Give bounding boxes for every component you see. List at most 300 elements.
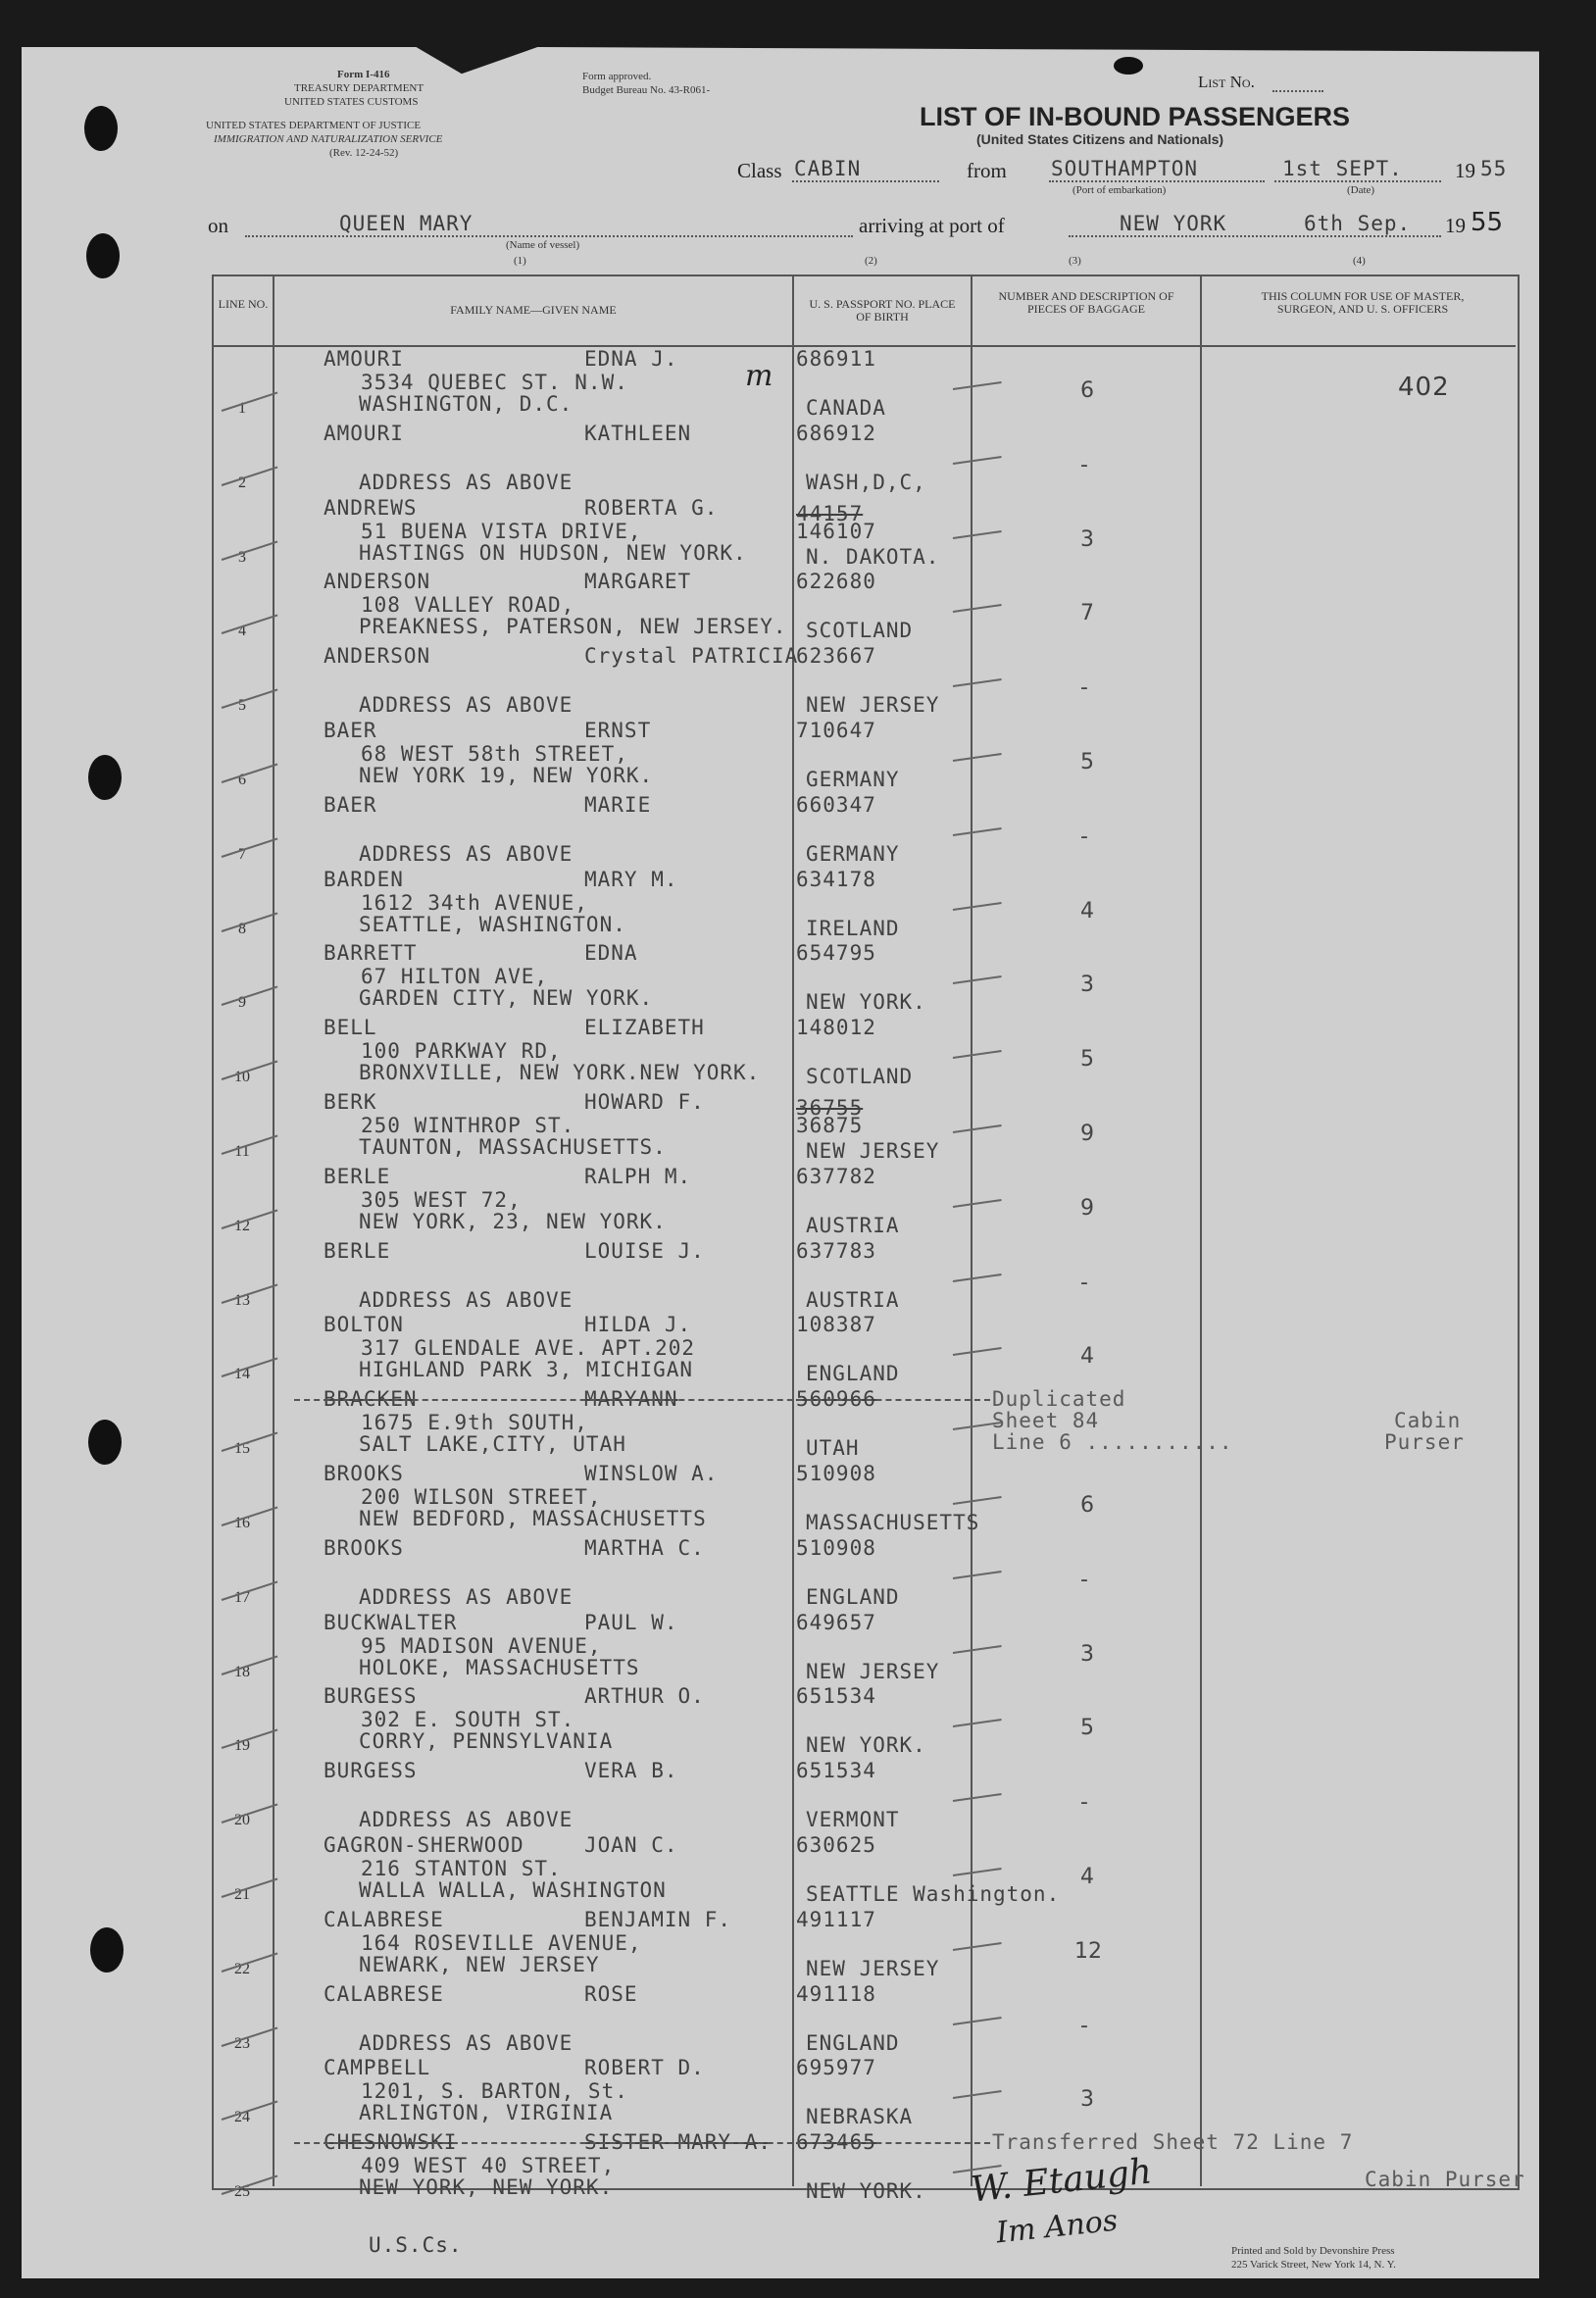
- colnum-2: (2): [865, 255, 877, 267]
- table-row: [212, 1907, 1516, 1984]
- passport-no: 510908: [796, 1462, 876, 1485]
- table-row: [212, 349, 1516, 424]
- line-number: 2: [238, 474, 246, 491]
- transfer-note: Transferred Sheet 72 Line 7: [992, 2130, 1354, 2155]
- header-line-no: LINE NO.: [218, 297, 269, 311]
- given-name: MARTHA C.: [584, 1535, 705, 1560]
- table-row: [212, 1092, 1516, 1167]
- address-line-1: 200 WILSON STREET,: [361, 1485, 602, 1509]
- table-row: [212, 1610, 1516, 1687]
- arrival-date: 6th Sep.: [1304, 212, 1412, 235]
- passport-no: 634178: [796, 867, 876, 891]
- place-of-birth: NEW YORK.: [806, 990, 926, 1015]
- table-row: [212, 1535, 1516, 1613]
- table-row: [212, 572, 1516, 646]
- baggage-tick: [953, 1793, 1002, 1802]
- baggage-tick: [953, 604, 1002, 613]
- given-name: HOWARD F.: [584, 1090, 705, 1114]
- family-name: BAER: [324, 719, 377, 742]
- line-number: 22: [234, 1960, 250, 1977]
- officer-note: 402: [1398, 373, 1450, 402]
- baggage-tick: [953, 1645, 1002, 1654]
- line-number: 16: [234, 1515, 250, 1531]
- baggage-tick: [953, 678, 1002, 687]
- address-line-2: ARLINGTON, VIRGINIA: [359, 2101, 614, 2125]
- punch-hole: [88, 1420, 122, 1465]
- place-of-birth: NEBRASKA: [806, 2105, 914, 2129]
- line-number: 11: [234, 1143, 250, 1160]
- transfer-note-line: Line 6 ...........: [992, 1430, 1233, 1455]
- colnum-4: (4): [1353, 255, 1366, 267]
- printer-line-2: 225 Varick Street, New York 14, N. Y.: [1231, 2259, 1396, 2271]
- baggage-tick: [953, 975, 1002, 984]
- given-name: RALPH M.: [584, 1164, 692, 1188]
- baggage-tick: [953, 1571, 1002, 1579]
- address-line-1: 305 WEST 72,: [361, 1187, 522, 1212]
- passport-no: 560966: [796, 1387, 876, 1412]
- given-name: EDNA: [584, 941, 638, 966]
- port-field[interactable]: [1049, 180, 1265, 182]
- baggage-tick: [953, 2090, 1002, 2099]
- baggage-tick: [953, 1124, 1002, 1133]
- place-of-birth: GERMANY: [806, 841, 900, 866]
- given-name: Crystal PATRICIA: [584, 644, 799, 669]
- address-line-2: ADDRESS AS ABOVE: [359, 470, 574, 494]
- table-row: [212, 1018, 1516, 1092]
- family-name: CHESNOWSKI: [324, 2130, 458, 2155]
- address-line-1: 1675 E.9th SOUTH,: [361, 1411, 588, 1435]
- family-name: ANDERSON: [324, 644, 431, 669]
- baggage-tick: [953, 1347, 1002, 1356]
- form-revision: (Rev. 12-24-52): [329, 147, 399, 159]
- address-line-2: ADDRESS AS ABOVE: [359, 693, 574, 718]
- given-name: ELIZABETH: [584, 1016, 705, 1040]
- passport-no: 637783: [796, 1238, 876, 1263]
- table-row: [212, 792, 1516, 870]
- family-name: BRACKEN: [324, 1387, 418, 1412]
- line-number: 18: [234, 1663, 250, 1680]
- address-line-2: WALLA WALLA, WASHINGTON: [359, 1878, 667, 1902]
- list-no-field[interactable]: [1272, 90, 1323, 92]
- place-of-birth: NEW YORK.: [806, 1733, 926, 1758]
- address-line-2: ADDRESS AS ABOVE: [359, 2030, 574, 2055]
- baggage-count: 5: [1080, 750, 1094, 774]
- given-name: BENJAMIN F.: [584, 1907, 732, 1931]
- footer-uscs: U.S.Cs.: [369, 2233, 463, 2257]
- baggage-count: -: [1080, 1270, 1088, 1295]
- place-of-birth: NEW JERSEY: [806, 1659, 940, 1683]
- baggage-tick: [953, 1274, 1002, 1282]
- form-title: LIST OF IN-BOUND PASSENGERS: [920, 102, 1351, 131]
- vessel-colnum: (1): [514, 255, 526, 267]
- place-of-birth: SEATTLE Washington.: [806, 1882, 1061, 1906]
- line-number: 9: [238, 994, 246, 1012]
- baggage-tick: [953, 2017, 1002, 2025]
- baggage-count: 12: [1074, 1938, 1102, 1964]
- address-line-1: 1201, S. BARTON, St.: [361, 2079, 628, 2104]
- line-number: 13: [234, 1291, 250, 1309]
- punch-hole: [86, 233, 120, 278]
- baggage-tick: [953, 1942, 1002, 1951]
- address-line-1: 317 GLENDALE AVE. APT.202: [361, 1336, 696, 1361]
- given-name: PAUL W.: [584, 1610, 678, 1634]
- passport-no: 686911: [796, 347, 876, 371]
- purser-note: Cabin: [1394, 1409, 1462, 1433]
- purser-note: Cabin Purser: [1365, 2168, 1525, 2192]
- form-subtitle: (United States Citizens and Nationals): [976, 131, 1224, 147]
- place-of-birth: MASSACHUSETTS: [806, 1511, 980, 1534]
- header-baggage: NUMBER AND DESCRIPTION OF PIECES OF BAGGAGE: [998, 289, 1174, 316]
- place-of-birth: NEW JERSEY: [806, 1956, 940, 1980]
- place-of-birth: AUSTRIA: [806, 1287, 900, 1312]
- punch-hole: [84, 106, 118, 151]
- table-row: [212, 1981, 1516, 2059]
- family-name: ANDREWS: [324, 495, 418, 520]
- given-name: JOAN C.: [584, 1833, 678, 1857]
- baggage-count: 4: [1080, 898, 1094, 924]
- vessel-caption: (Name of vessel): [506, 239, 580, 251]
- address-line-2: ADDRESS AS ABOVE: [359, 1808, 574, 1832]
- line-number: 24: [234, 2109, 250, 2126]
- passport-no: 660347: [796, 792, 876, 817]
- family-name: BERLE: [324, 1238, 391, 1263]
- place-of-birth: CANADA: [806, 396, 886, 420]
- given-name: MARY M.: [584, 867, 678, 891]
- address-line-1: 68 WEST 58th STREET,: [361, 742, 628, 766]
- baggage-count: -: [1080, 2013, 1088, 2038]
- address-line-2: NEW BEDFORD, MASSACHUSETTS: [359, 1507, 707, 1530]
- punch-hole: [90, 1927, 124, 1973]
- place-of-birth: NEW JERSEY: [806, 693, 940, 718]
- given-name: ROBERTA G.: [584, 495, 719, 520]
- passport-no: 651534: [796, 1684, 876, 1709]
- line-number: 3: [238, 548, 246, 566]
- baggage-count: -: [1080, 1790, 1088, 1816]
- place-of-birth: AUSTRIA: [806, 1213, 900, 1237]
- place-of-birth: N. DAKOTA.: [806, 544, 940, 569]
- given-name: HILDA J.: [584, 1313, 692, 1337]
- line-number: 14: [234, 1366, 250, 1383]
- baggage-count: -: [1080, 824, 1088, 849]
- address-line-2: BRONXVILLE, NEW YORK.NEW YORK.: [359, 1061, 761, 1085]
- line-number: 15: [234, 1440, 250, 1458]
- family-name: BROOKS: [324, 1462, 404, 1485]
- form-approved: Form approved.: [582, 71, 652, 82]
- table-row: [212, 943, 1516, 1018]
- family-name: ANDERSON: [324, 570, 431, 594]
- address-line-2: NEW YORK, NEW YORK.: [359, 2175, 614, 2200]
- class-value: CABIN: [794, 157, 862, 180]
- table-row: [212, 646, 1516, 721]
- table-row: [212, 2058, 1516, 2132]
- baggage-tick: [953, 1050, 1002, 1059]
- table-row: [212, 867, 1516, 944]
- port-of-embarkation: SOUTHAMPTON: [1051, 157, 1199, 180]
- baggage-tick: [953, 1199, 1002, 1208]
- family-name: CAMPBELL: [324, 2056, 431, 2080]
- address-line-2: WASHINGTON, D.C.: [359, 392, 574, 416]
- place-of-birth: UTAH: [806, 1436, 860, 1461]
- handwritten-initials: m: [745, 359, 773, 393]
- address-line-1: 51 BUENA VISTA DRIVE,: [361, 519, 642, 543]
- place-of-birth: ENGLAND: [806, 2030, 900, 2055]
- passport-no: 623667: [796, 644, 876, 669]
- address-line-2: GARDEN CITY, NEW YORK.: [359, 986, 654, 1011]
- address-line-2: SALT LAKE,CITY, UTAH: [359, 1432, 626, 1457]
- line-number: 12: [234, 1217, 250, 1234]
- baggage-tick: [953, 827, 1002, 836]
- address-line-2: TAUNTON, MASSACHUSETTS.: [359, 1135, 667, 1159]
- arrival-year-value: 55: [1471, 208, 1504, 237]
- address-line-1: 409 WEST 40 STREET,: [361, 2154, 616, 2178]
- given-name: SISTER MARY A.: [584, 2130, 773, 2155]
- place-of-birth: NEW JERSEY: [806, 1139, 940, 1163]
- baggage-count: 6: [1080, 378, 1094, 403]
- punch-hole: [88, 755, 122, 800]
- address-line-2: ADDRESS AS ABOVE: [359, 841, 574, 866]
- baggage-count: 3: [1080, 1641, 1094, 1667]
- table-row: [212, 1464, 1516, 1538]
- baggage-tick: [953, 902, 1002, 911]
- family-name: BELL: [324, 1016, 377, 1040]
- address-line-1: 1612 34th AVENUE,: [361, 890, 588, 915]
- given-name: MARYANN: [584, 1387, 678, 1412]
- passport-no: 491118: [796, 1981, 876, 2006]
- address-line-1: 100 PARKWAY RD,: [361, 1039, 562, 1064]
- address-line-1: 67 HILTON AVE,: [361, 965, 549, 989]
- passport-no: 651534: [796, 1759, 876, 1783]
- arriving-label: arriving at port of: [859, 214, 1005, 237]
- family-name: CALABRESE: [324, 1981, 444, 2006]
- table-row: [212, 1389, 1516, 1464]
- address-line-1: 216 STANTON ST.: [361, 1857, 562, 1880]
- struck-passport-no: 44157: [796, 501, 864, 525]
- address-line-2: NEW YORK, 23, NEW YORK.: [359, 1209, 667, 1233]
- given-name: VERA B.: [584, 1759, 678, 1783]
- dept-justice: UNITED STATES DEPARTMENT OF JUSTICE: [206, 120, 422, 131]
- transfer-note: Duplicated: [992, 1387, 1126, 1412]
- line-number: 25: [234, 2183, 250, 2201]
- printer-line-1: Printed and Sold by Devonshire Press: [1231, 2245, 1395, 2257]
- baggage-count: 4: [1080, 1865, 1094, 1889]
- line-number: 6: [238, 772, 246, 788]
- passport-no: 695977: [796, 2056, 876, 2080]
- punch-hole: [1114, 57, 1143, 75]
- baggage-tick: [953, 530, 1002, 539]
- from-label: from: [967, 159, 1007, 182]
- address-line-1: 3534 QUEBEC ST. N.W.: [361, 371, 628, 394]
- line-number: 19: [234, 1737, 250, 1755]
- family-name: CALABRESE: [324, 1907, 444, 1931]
- arrival-year-prefix: 19: [1445, 214, 1466, 237]
- baggage-tick: [953, 753, 1002, 762]
- date-caption: (Date): [1347, 184, 1375, 196]
- vessel-name: QUEEN MARY: [339, 212, 474, 235]
- table-row: [212, 1164, 1516, 1241]
- form-id: Form I-416: [337, 69, 390, 80]
- header-passport: U. S. PASSPORT NO. PLACE OF BIRTH: [809, 297, 956, 324]
- family-name: AMOURI: [324, 421, 404, 445]
- class-label: Class: [737, 159, 782, 182]
- line-number: 21: [234, 1886, 250, 1903]
- list-no-label: List No.: [1198, 73, 1255, 91]
- place-of-birth: SCOTLAND: [806, 619, 914, 643]
- baggage-count: 5: [1080, 1716, 1094, 1741]
- port-caption: (Port of embarkation): [1072, 184, 1167, 196]
- baggage-tick: [953, 1719, 1002, 1727]
- given-name: WINSLOW A.: [584, 1462, 719, 1485]
- table-row: [212, 421, 1516, 498]
- line-number: 7: [238, 845, 246, 863]
- baggage-tick: [953, 1496, 1002, 1505]
- family-name: BARDEN: [324, 867, 404, 891]
- baggage-tick: [953, 456, 1002, 465]
- address-line-2: ADDRESS AS ABOVE: [359, 1584, 574, 1609]
- line-number: 10: [234, 1069, 250, 1086]
- passport-no: 36875: [796, 1114, 864, 1137]
- address-line-1: 250 WINTHROP ST.: [361, 1114, 575, 1137]
- family-name: BURGESS: [324, 1684, 418, 1709]
- baggage-count: 6: [1080, 1493, 1094, 1518]
- address-line-2: HASTINGS ON HUDSON, NEW YORK.: [359, 540, 747, 565]
- family-name: BUCKWALTER: [324, 1610, 458, 1634]
- line-number: 4: [238, 623, 246, 640]
- baggage-count: 5: [1080, 1047, 1094, 1073]
- on-label: on: [208, 214, 228, 237]
- place-of-birth: ENGLAND: [806, 1362, 900, 1386]
- colnum-3: (3): [1069, 255, 1081, 267]
- dept-ins: IMMIGRATION AND NATURALIZATION SERVICE: [214, 133, 443, 145]
- line-number: 5: [238, 697, 246, 715]
- address-line-2: NEW YORK 19, NEW YORK.: [359, 764, 654, 787]
- line-number: 1: [238, 400, 246, 417]
- place-of-birth: GERMANY: [806, 768, 900, 791]
- baggage-count: -: [1080, 1567, 1088, 1592]
- purser-title: Purser: [1384, 1430, 1465, 1455]
- passport-no: 686912: [796, 421, 876, 445]
- date-field[interactable]: [1274, 180, 1441, 182]
- given-name: EDNA J.: [584, 347, 678, 371]
- family-name: BERK: [324, 1090, 377, 1114]
- passport-no: 649657: [796, 1610, 876, 1634]
- year-prefix: 19: [1455, 159, 1475, 182]
- header-officers: THIS COLUMN FOR USE OF MASTER, SURGEON, AND U. S. OFFICERS: [1261, 289, 1465, 316]
- passport-no: 710647: [796, 719, 876, 742]
- baggage-count: 3: [1080, 973, 1094, 998]
- transfer-note-sheet: Sheet 84: [992, 1409, 1100, 1433]
- baggage-count: 3: [1080, 526, 1094, 552]
- given-name: MARGARET: [584, 570, 692, 594]
- vessel-field[interactable]: [245, 235, 853, 237]
- table-row: [212, 2130, 1525, 2207]
- table-row: [212, 721, 1516, 795]
- address-line-1: 302 E. SOUTH ST.: [361, 1708, 575, 1732]
- passport-no: 637782: [796, 1164, 876, 1188]
- table-row: [212, 1238, 1516, 1316]
- address-line-1: 95 MADISON AVENUE,: [361, 1633, 602, 1658]
- given-name: LOUISE J.: [584, 1238, 705, 1263]
- address-line-2: CORRY, PENNSYLVANIA: [359, 1729, 614, 1754]
- address-line-2: ADDRESS AS ABOVE: [359, 1287, 574, 1312]
- arrival-field[interactable]: [1069, 235, 1441, 237]
- passport-no: 108387: [796, 1313, 876, 1337]
- passport-no: 491117: [796, 1907, 876, 1931]
- line-number: 23: [234, 2034, 250, 2052]
- baggage-count: -: [1080, 675, 1088, 701]
- passport-no: 146107: [796, 519, 876, 543]
- family-name: BARRETT: [324, 941, 418, 966]
- baggage-count: 9: [1080, 1122, 1094, 1146]
- dept-customs: UNITED STATES CUSTOMS: [284, 96, 419, 108]
- strike-line: [294, 2142, 990, 2144]
- address-line-2: HIGHLAND PARK 3, MICHIGAN: [359, 1358, 694, 1382]
- address-line-1: 108 VALLEY ROAD,: [361, 593, 575, 618]
- family-name: BERLE: [324, 1164, 391, 1188]
- family-name: BROOKS: [324, 1535, 404, 1560]
- year-value: 55: [1480, 157, 1508, 180]
- family-name: BOLTON: [324, 1313, 404, 1337]
- passport-no: 148012: [796, 1016, 876, 1040]
- line-number: 17: [234, 1588, 250, 1606]
- address-line-2: PREAKNESS, PATERSON, NEW JERSEY.: [359, 615, 787, 639]
- address-line-2: SEATTLE, WASHINGTON.: [359, 912, 626, 936]
- table-row: [212, 1761, 1516, 1835]
- place-of-birth: NEW YORK.: [806, 2179, 926, 2204]
- given-name: ERNST: [584, 719, 652, 742]
- place-of-birth: SCOTLAND: [806, 1065, 914, 1089]
- passport-no: 510908: [796, 1535, 876, 1560]
- place-of-birth: IRELAND: [806, 916, 900, 940]
- address-line-2: NEWARK, NEW JERSEY: [359, 1952, 600, 1976]
- passport-no: 654795: [796, 941, 876, 966]
- family-name: GAGRON-SHERWOOD: [324, 1833, 524, 1857]
- given-name: ROSE: [584, 1981, 638, 2006]
- baggage-count: 4: [1080, 1344, 1094, 1370]
- class-field[interactable]: [792, 180, 939, 182]
- place-of-birth: VERMONT: [806, 1808, 900, 1832]
- dept-treasury: TREASURY DEPARTMENT: [294, 82, 424, 94]
- table-row: [212, 1835, 1516, 1910]
- passport-no: 630625: [796, 1833, 876, 1857]
- header-name: FAMILY NAME—GIVEN NAME: [450, 303, 617, 317]
- handwritten-signature: W. Etaugh: [969, 2151, 1154, 2211]
- arrival-port: NEW YORK: [1120, 212, 1227, 235]
- struck-passport-no: 36755: [796, 1096, 864, 1120]
- passport-no: 673465: [796, 2130, 876, 2155]
- baggage-count: 7: [1080, 601, 1094, 626]
- place-of-birth: WASH,D,C,: [806, 470, 926, 494]
- strike-line: [294, 1399, 990, 1401]
- baggage-tick: [953, 1868, 1002, 1876]
- budget-bureau: Budget Bureau No. 43-R061-: [582, 84, 711, 96]
- embarkation-date: 1st SEPT.: [1282, 157, 1403, 180]
- line-number: 20: [234, 1812, 250, 1829]
- baggage-count: 9: [1080, 1195, 1094, 1221]
- family-name: BURGESS: [324, 1759, 418, 1783]
- baggage-tick: [953, 381, 1002, 390]
- place-of-birth: ENGLAND: [806, 1584, 900, 1609]
- baggage-count: 3: [1080, 2087, 1094, 2113]
- family-name: BAER: [324, 792, 377, 817]
- table-row: [212, 495, 1516, 573]
- table-row: [212, 1315, 1516, 1389]
- address-line-1: 164 ROSEVILLE AVENUE,: [361, 1930, 642, 1955]
- line-number: 8: [238, 920, 246, 937]
- baggage-count: -: [1080, 452, 1088, 477]
- given-name: KATHLEEN: [584, 421, 692, 445]
- address-line-2: HOLOKE, MASSACHUSETTS: [359, 1655, 640, 1679]
- table-row: [212, 1686, 1516, 1761]
